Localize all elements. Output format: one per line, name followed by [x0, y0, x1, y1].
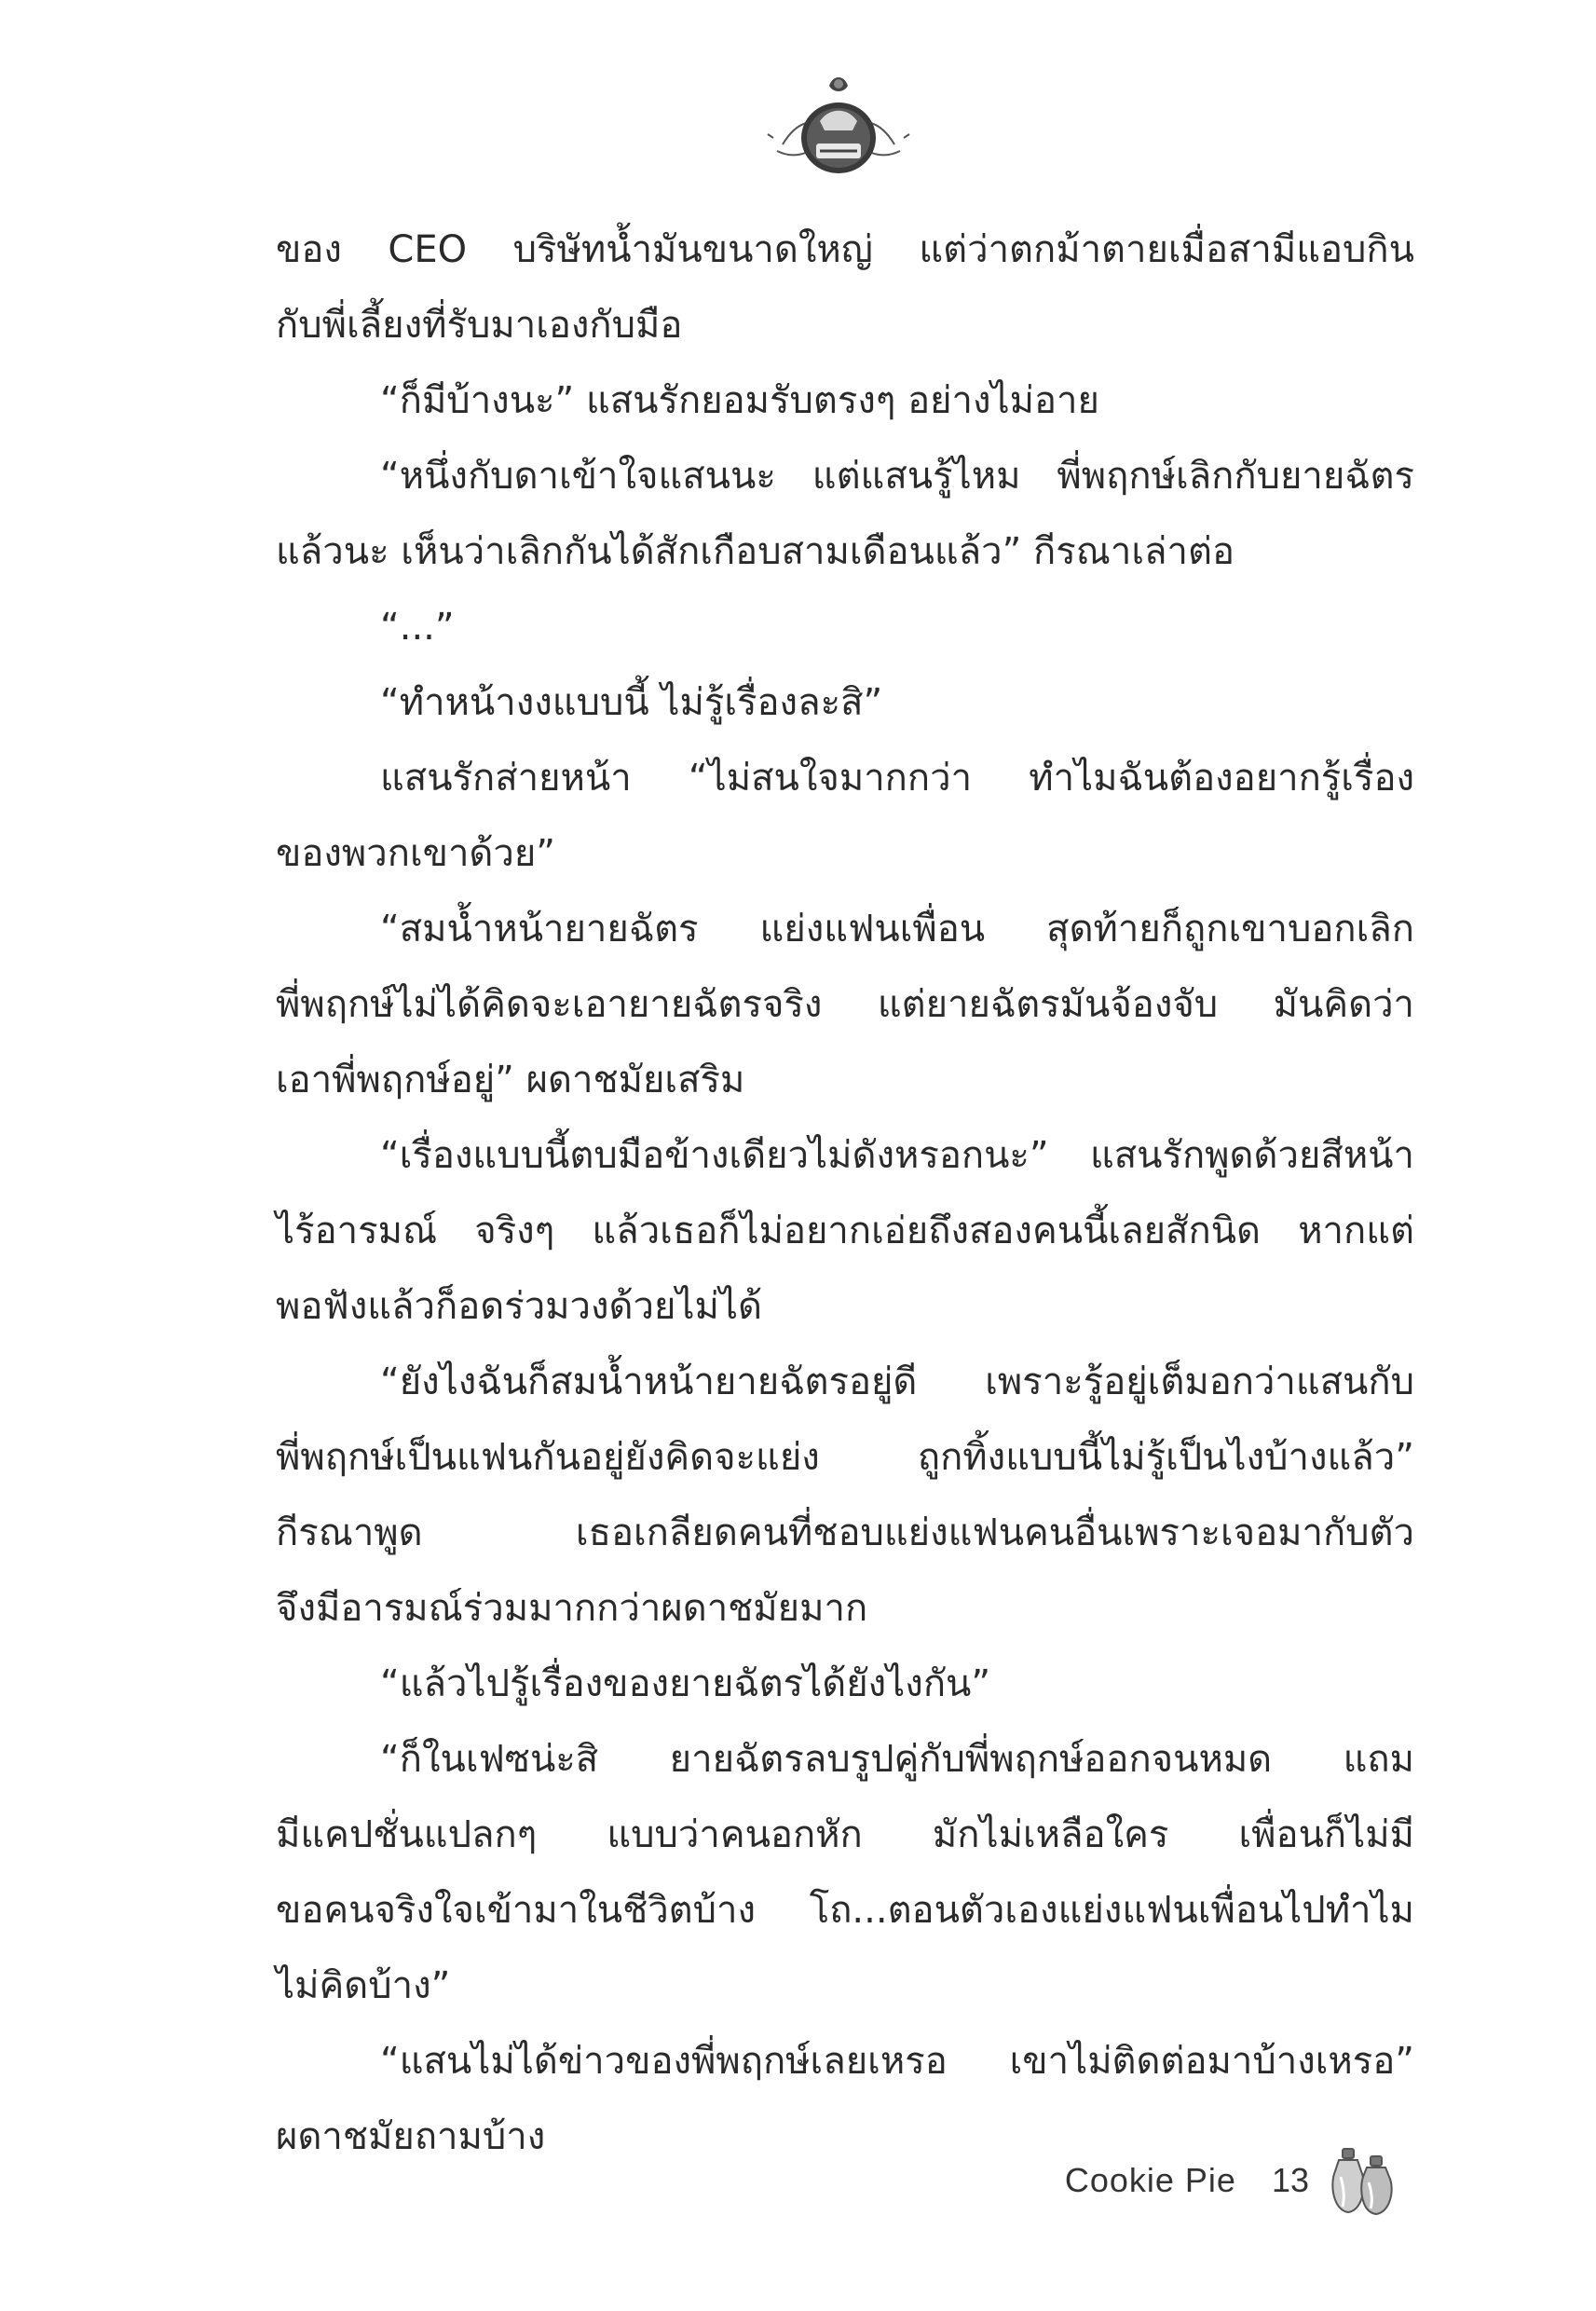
text-line: มีแคปชั่นแปลกๆ แบบว่าคนอกหัก มักไม่เหลือใคร เพื่อนก็ไม่มี	[276, 1813, 1414, 1856]
text-line: “ทำหน้างงแบบนี้ ไม่รู้เรื่องละสิ”	[380, 681, 883, 724]
text-line: ไร้อารมณ์ จริงๆ แล้วเธอก็ไม่อยากเอ่ยถึงสองคนนี้เลยสักนิด หากแต่	[276, 1210, 1414, 1252]
text-line: “ยังไงฉันก็สมน้ำหน้ายายฉัตรอยู่ดี เพราะรู้อยู่เต็มอกว่าแสนกับ	[380, 1361, 1414, 1403]
page-footer	[1065, 2143, 1400, 2218]
text-line: พี่พฤกษ์เป็นแฟนกันอยู่ยังคิดจะแย่ง ถูกทิ้งแบบนี้ไม่รู้เป็นไงบ้างแล้ว”	[276, 1436, 1414, 1479]
text-line: พี่พฤกษ์ไม่ได้คิดจะเอายายฉัตรจริง แต่ยายฉัตรมันจ้องจับ มันคิดว่า	[276, 983, 1414, 1026]
book-title: Cookie Pie	[1064, 2161, 1236, 2199]
text-line: ผดาชมัยถามบ้าง	[276, 2115, 546, 2158]
text-line: พอฟังแล้วก็อดร่วมวงด้วยไม่ได้	[276, 1285, 762, 1328]
text-line: “สมน้ำหน้ายายฉัตร แย่งแฟนเพื่อน สุดท้ายก็ถูกเขาบอกเลิก	[380, 908, 1414, 950]
text-line: เอาพี่พฤกษ์อยู่” ผดาชมัยเสริม	[276, 1059, 745, 1101]
page-number: 13	[1271, 2161, 1309, 2199]
text-line: แสนรักส่ายหน้า “ไม่สนใจมากกว่า ทำไมฉันต้องอยากรู้เรื่อง	[380, 757, 1414, 800]
text-line: จึงมีอารมณ์ร่วมมากกว่าผดาชมัยมาก	[276, 1587, 868, 1630]
text-line: ขอคนจริงใจเข้ามาในชีวิตบ้าง โถ...ตอนตัวเองแย่งแฟนเพื่อนไปทำไม	[276, 1889, 1414, 1932]
text-line: “หนึ่งกับดาเข้าใจแสนนะ แต่แสนรู้ไหม พี่พฤกษ์เลิกกับยายฉัตร	[380, 455, 1414, 498]
text-line: “ก็ในเฟซน่ะสิ ยายฉัตรลบรูปคู่กับพี่พฤกษ์ออกจนหมด แถม	[380, 1738, 1414, 1781]
text-line: กับพี่เลี้ยงที่รับมาเองกับมือ	[276, 304, 683, 347]
story-text	[276, 212, 1414, 2175]
text-line: “เรื่องแบบนี้ตบมือข้างเดียวไม่ดังหรอกนะ” แสนรักพูดด้วยสีหน้า	[380, 1134, 1414, 1177]
text-line: แล้วนะ เห็นว่าเลิกกันได้สักเกือบสามเดือนแล้ว” กีรณาเล่าต่อ	[276, 530, 1235, 573]
text-line: “แสนไม่ได้ข่าวของพี่พฤกษ์เลยเหรอ เขาไม่ติดต่อมาบ้างเหรอ”	[380, 2040, 1414, 2083]
text-line: ของพวกเขาด้วย”	[276, 832, 556, 875]
perfume-bottles-icon	[1326, 2143, 1400, 2218]
text-line: “ก็มีบ้างนะ” แสนรักยอมรับตรงๆ อย่างไม่อาย	[380, 379, 1099, 422]
publisher-emblem-icon	[764, 65, 913, 186]
text-line: “...”	[380, 606, 455, 649]
text-line: ไม่คิดบ้าง”	[276, 1964, 451, 2007]
text-line: ของ CEO บริษัทน้ำมันขนาดใหญ่ แต่ว่าตกม้าตายเมื่อสามีแอบกิน	[276, 228, 1414, 271]
text-line: กีรณาพูด เธอเกลียดคนที่ชอบแย่งแฟนคนอื่นเพราะเจอมากับตัว	[276, 1511, 1414, 1554]
text-line: “แล้วไปรู้เรื่องของยายฉัตรได้ยังไงกัน”	[380, 1662, 991, 1705]
